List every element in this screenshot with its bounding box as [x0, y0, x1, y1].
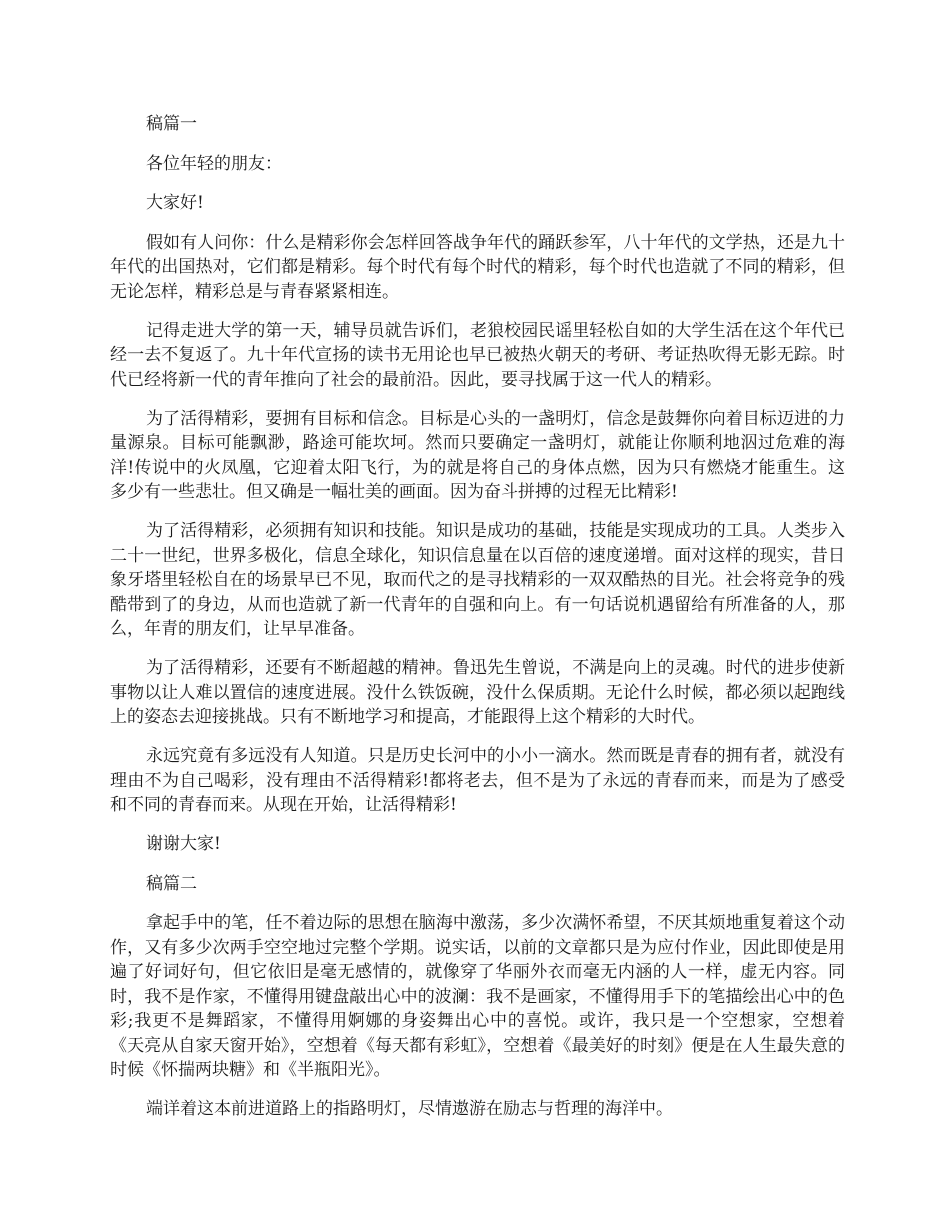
closing-line: 谢谢大家! — [146, 834, 221, 854]
body-paragraph: 假如有人问你：什么是精彩你会怎样回答战争年代的踊跃参军，八十年代的文学热，还是九十年代的出国热对，它们都是精彩。每个时代有每个时代的精彩，每个时代也造就了不同的精彩，但无论怎样，精彩总是与青春紧紧相连。 — [110, 232, 845, 302]
body-paragraph: 为了活得精彩，要拥有目标和信念。目标是心头的一盏明灯，信念是鼓舞你向着目标迈进的力量源泉。目标可能飘渺，路途可能坎坷。然而只要确定一盏明灯，就能让你顺利地泅过危难的海洋!传说中的火凤凰，它迎着太阳飞行，为的就是将自己的身体点燃，因为只有燃烧才能重生。这多少有一些悲壮。但又确是一幅壮美的画面。因为奋斗拼搏的过程无比精彩! — [110, 408, 845, 502]
document-body — [110, 112, 845, 1136]
section-heading: 稿篇二 — [146, 873, 197, 894]
body-paragraph: 为了活得精彩，还要有不断超越的精神。鲁迅先生曾说，不满是向上的灵魂。时代的进步使新事物以让人难以置信的速度进展。没什么铁饭碗，没什么保质期。无论什么时候，都必须以起跑线上的姿态去迎接挑战。只有不断地学习和提高，才能跟得上这个精彩的大时代。 — [110, 658, 845, 727]
body-paragraph: 为了活得精彩，必须拥有知识和技能。知识是成功的基础，技能是实现成功的工具。人类步入二十一世纪，世界多极化，信息全球化，知识信息量在以百倍的速度递增。面对这样的现实，昔日象牙塔里轻松自在的场景早已不见，取而代之的是寻找精彩的一双双酷热的目光。社会将竞争的残酷带到了的身边，从而也造就了新一代青年的自强和向上。有一句话说机遇留给有所准备的人，那么，年青的朋友们，让早早准备。 — [110, 521, 845, 639]
body-paragraph: 永远究竟有多远没有人知道。只是历史长河中的小小一滴水。然而既是青春的拥有者，就没有理由不为自己喝彩，没有理由不活得精彩!都将老去，但不是为了永远的青春而来，而是为了感受和不同的青春而来。从现在开始，让活得精彩! — [110, 746, 845, 815]
body-paragraph: 记得走进大学的第一天，辅导员就告诉们，老狼校园民谣里轻松自如的大学生活在这个年代已经一去不复返了。九十年代宣扬的读书无用论也早已被热火朝天的考研、考证热吹得无影无踪。时代已经将新一代的青年推向了社会的最前沿。因此，要寻找属于这一代人的精彩。 — [110, 320, 845, 390]
greeting: 大家好! — [146, 193, 204, 213]
body-paragraph: 拿起手中的笔，任不着边际的思想在脑海中激荡，多少次满怀希望，不厌其烦地重复着这个动作，又有多少次两手空空地过完整个学期。说实话，以前的文章都只是为应付作业，因此即使是用遍了好词好句，但它依旧是毫无感情的，就像穿了华丽外衣而毫无内涵的人一样，虚无内容。同时，我不是作家，不懂得用键盘敲出心中的波澜：我不是画家，不懂得用手下的笔描绘出心中的色彩;我更不是舞蹈家，不懂得用婀娜的身姿舞出心中的喜悦。或许，我只是一个空想家，空想着《天亮从自家天窗开始》，空想着《每天都有彩虹》，空想着《最美好的时刻》便是在人生最失意的时候《怀揣两块糖》和《半瓶阳光》。 — [110, 913, 845, 1080]
section-heading: 稿篇一 — [146, 114, 197, 134]
body-paragraph: 端详着这本前进道路上的指路明灯，尽情遨游在励志与哲理的海洋中。 — [146, 1099, 673, 1119]
salutation: 各位年轻的朋友： — [146, 153, 282, 174]
